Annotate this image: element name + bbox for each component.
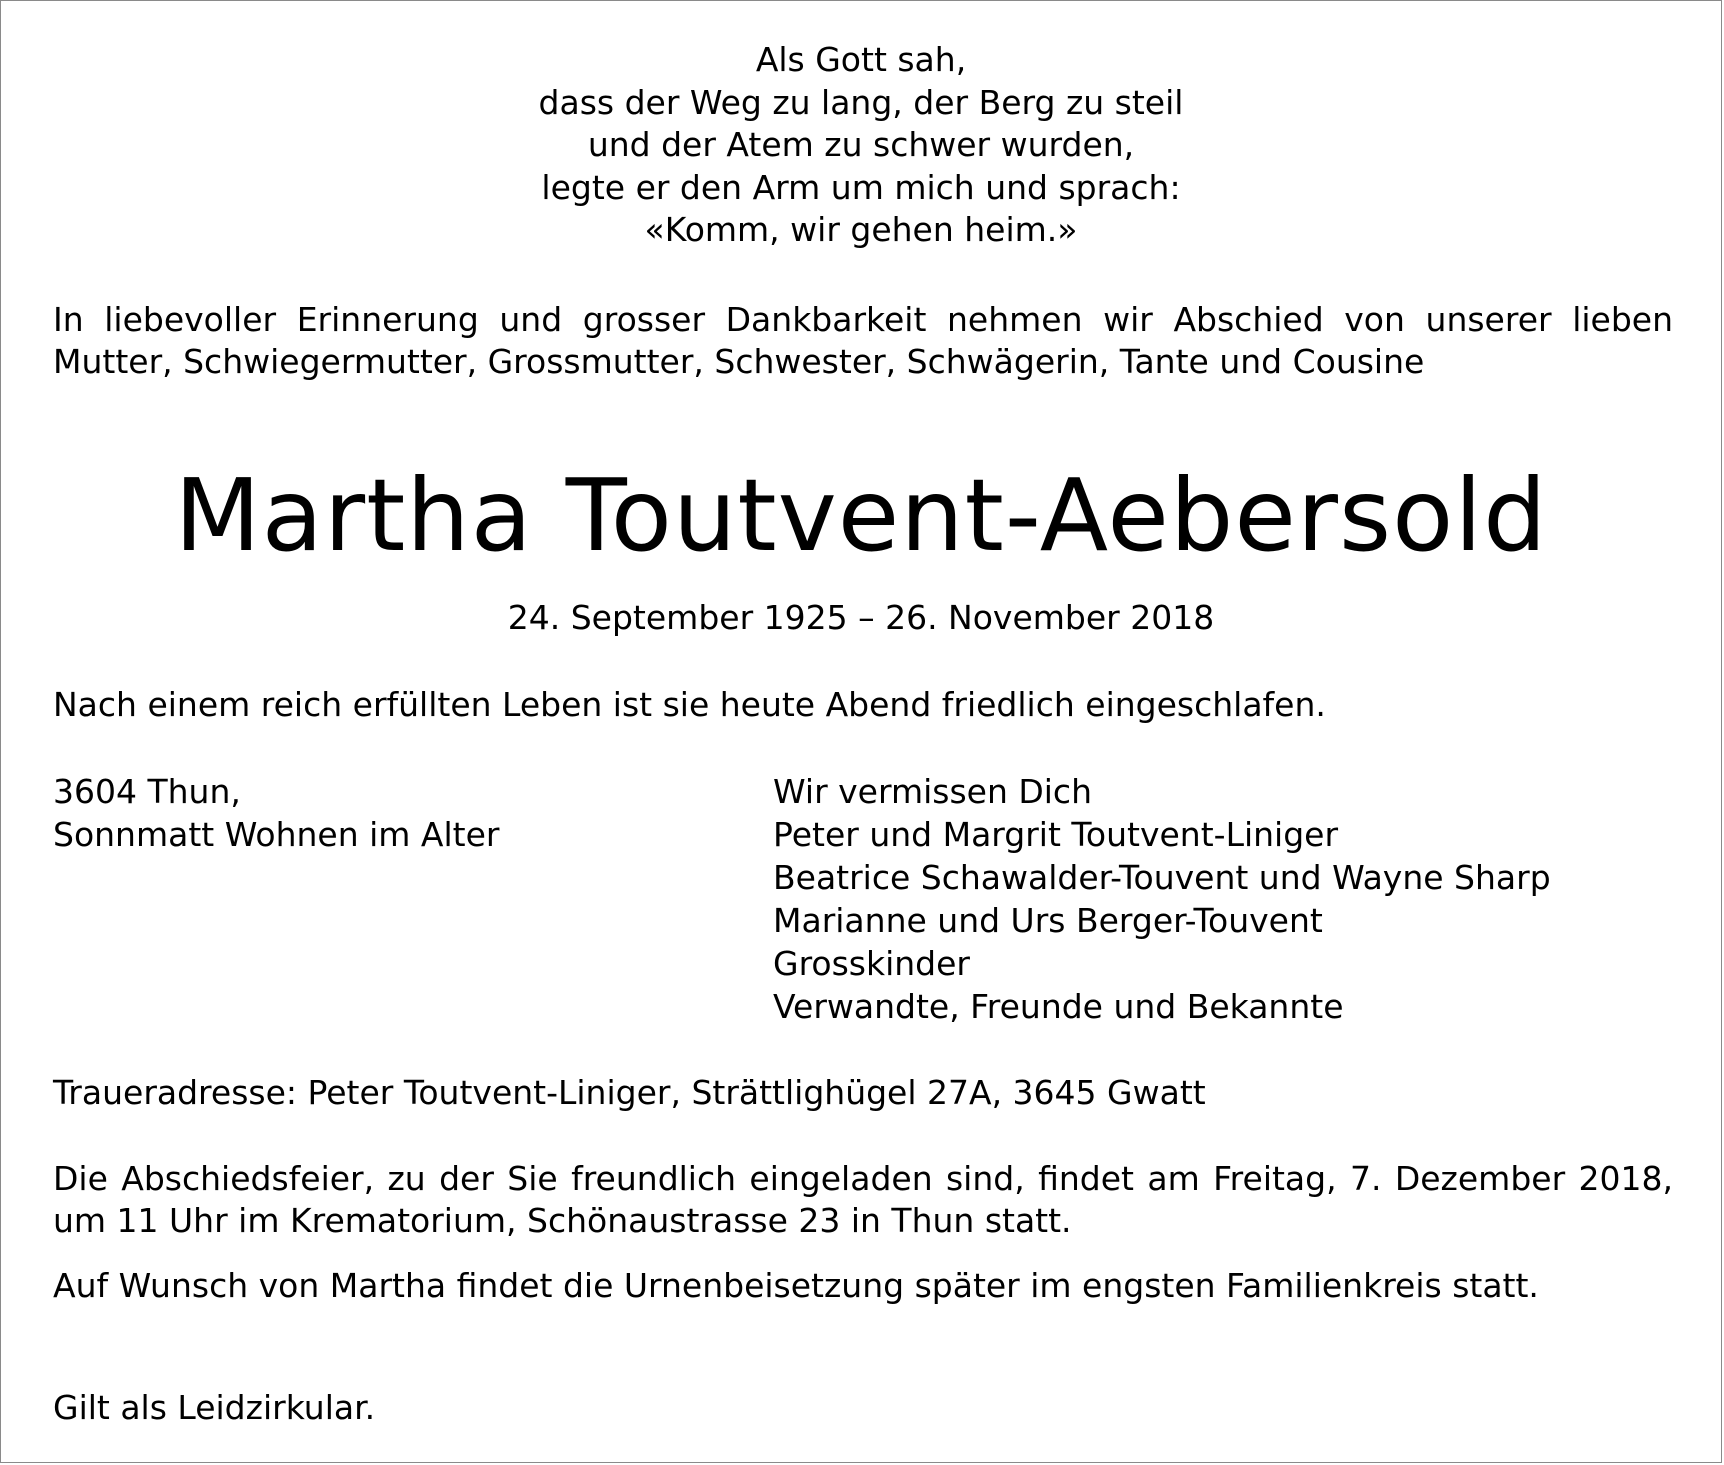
poem-line: dass der Weg zu lang, der Berg zu steil <box>538 82 1184 122</box>
passing-statement: Nach einem reich erfüllten Leben ist sie heute Abend friedlich eingeschlafen. <box>53 685 1326 724</box>
mourner-line: Peter und Margrit Toutvent-Liniger <box>773 815 1339 854</box>
intro-paragraph: In liebevoller Erinnerung und grosser Dankbarkeit nehmen wir Abschied von unserer lieben Mutter, Schwiegermutter, Grossmutter, Schwester, Schwägerin, Tante und Cousine <box>53 300 1673 381</box>
deceased-name: Martha Toutvent-Aebersold <box>174 457 1548 574</box>
mourner-line: Grosskinder <box>773 944 971 983</box>
mourner-line: Verwandte, Freunde und Bekannte <box>773 987 1344 1026</box>
mourners-list <box>773 770 1551 1028</box>
ceremony-paragraph: Die Abschiedsfeier, zu der Sie freundlich eingeladen sind, findet am Freitag, 7. Dezember 2018, um 11 Uhr im Krematorium, Schönaustrasse 23 in Thun statt. <box>53 1159 1673 1240</box>
poem-line: Als Gott sah, <box>755 40 967 79</box>
mourner-line: Wir vermissen Dich <box>773 772 1092 811</box>
mourner-line: Marianne und Urs Berger-Touvent <box>773 901 1323 940</box>
residence-address <box>53 770 499 856</box>
poem-line: legte er den Arm um mich und sprach: <box>541 167 1181 207</box>
mourning-address: Traueradresse: Peter Toutvent-Liniger, Strättlighügel 27A, 3645 Gwatt <box>53 1073 1206 1112</box>
life-dates: 24. September 1925 – 26. November 2018 <box>507 598 1215 637</box>
poem <box>1 39 1721 252</box>
circular-note: Gilt als Leidzirkular. <box>53 1388 376 1427</box>
mourner-line: Beatrice Schawalder-Touvent und Wayne Sharp <box>773 858 1551 897</box>
poem-line: und der Atem zu schwer wurden, <box>587 125 1135 164</box>
poem-line: «Komm, wir gehen heim.» <box>644 210 1078 249</box>
urn-burial-paragraph: Auf Wunsch von Martha findet die Urnenbeisetzung später im engsten Familienkreis statt. <box>53 1266 1539 1305</box>
address-line: 3604 Thun, <box>53 772 241 811</box>
address-line: Sonnmatt Wohnen im Alter <box>53 815 500 854</box>
